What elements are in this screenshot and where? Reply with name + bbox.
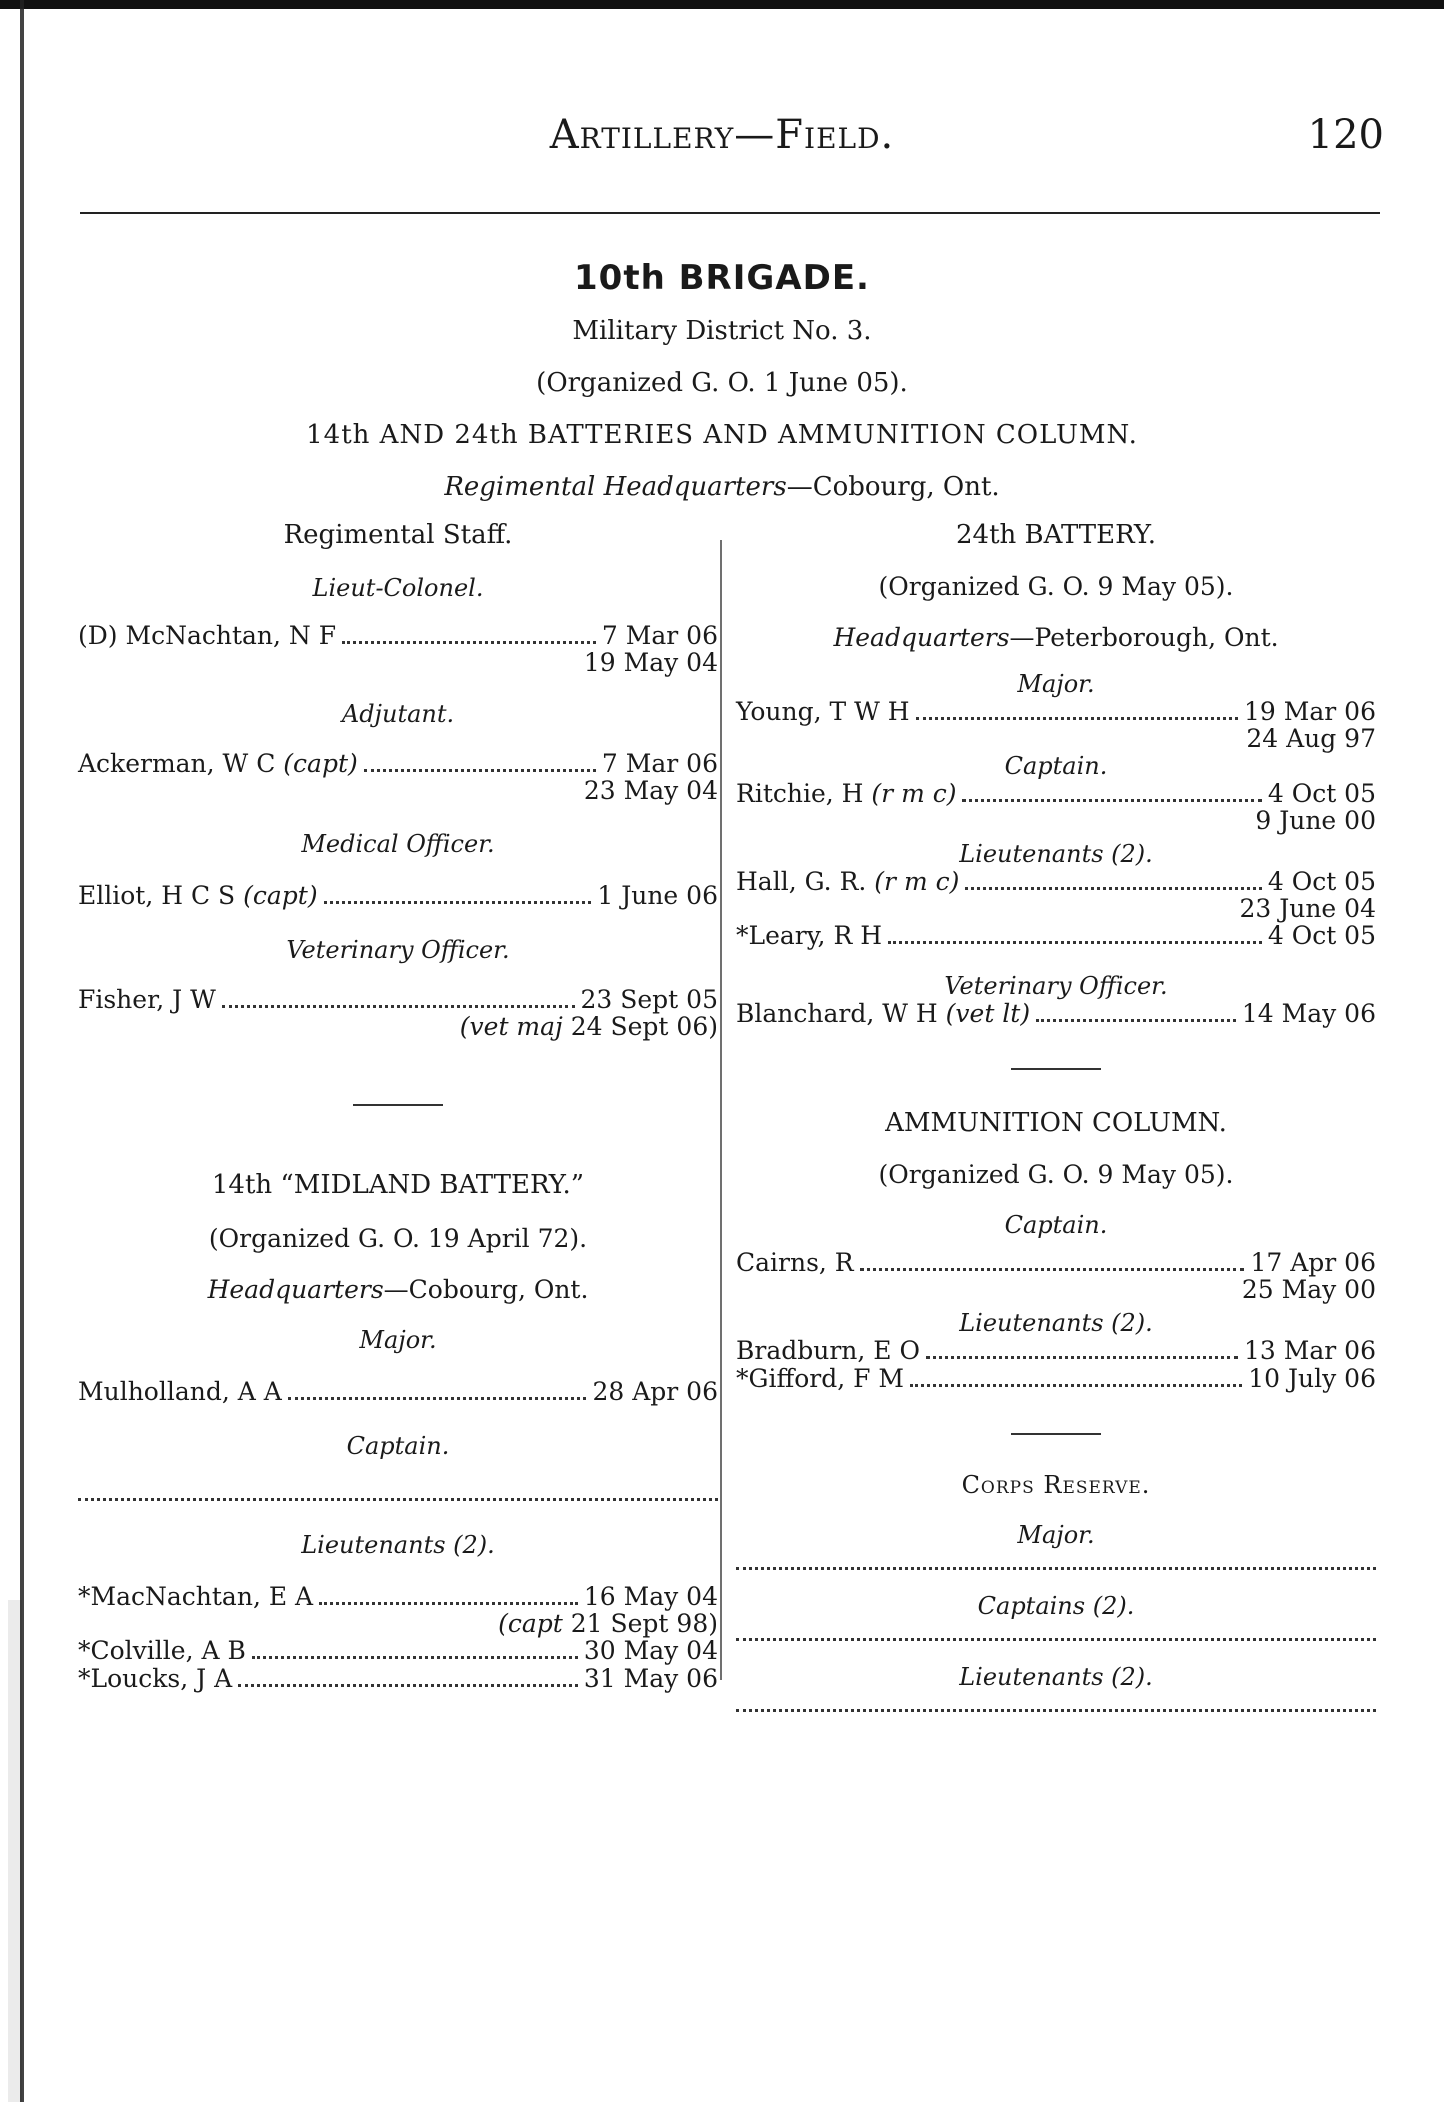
rank-captain: Captain. bbox=[1004, 1211, 1108, 1239]
entry-subdate bbox=[78, 1611, 718, 1637]
entry-date: 4 Oct 05 bbox=[1267, 867, 1376, 896]
leader-dots bbox=[926, 1356, 1238, 1359]
entry-name: Mulholland, A A bbox=[78, 1377, 282, 1406]
leader-dots bbox=[238, 1684, 578, 1687]
entry-subdate: 24 Aug 97 bbox=[1246, 724, 1376, 753]
battery-24-organized: (Organized G. O. 9 May 05). bbox=[878, 572, 1234, 601]
midland-organized: (Organized G. O. 19 April 72). bbox=[208, 1224, 588, 1253]
rank-captain: Captain. bbox=[1004, 752, 1108, 780]
leader-dots bbox=[288, 1397, 587, 1400]
leader-dots bbox=[252, 1656, 578, 1659]
entry-name: *MacNachtan, E A bbox=[78, 1582, 314, 1611]
leader-dots bbox=[888, 941, 1262, 944]
entry-lieut-colonel bbox=[78, 622, 718, 650]
entry-ammunition-captain bbox=[736, 1249, 1376, 1277]
entry-name: *Colville, A B bbox=[78, 1636, 246, 1665]
entry-date: 31 May 06 bbox=[583, 1664, 718, 1693]
leader-dots bbox=[965, 887, 1261, 890]
brigade-district: Military District No. 3. bbox=[572, 316, 872, 346]
entry-name bbox=[736, 1000, 1030, 1028]
entry-sub-date: 24 Sept 06) bbox=[570, 1012, 718, 1041]
entry-name-text: Elliot, H C S bbox=[78, 881, 236, 910]
entry-name: Cairns, R bbox=[736, 1248, 854, 1277]
brigade-organized: (Organized G. O. 1 June 05). bbox=[536, 368, 908, 398]
entry-adjutant bbox=[78, 750, 718, 778]
leader-dots bbox=[319, 1602, 578, 1605]
entry-subdate: 23 May 04 bbox=[583, 776, 718, 805]
ammunition-column-title: AMMUNITION COLUMN. bbox=[885, 1108, 1227, 1138]
entry-sub-date: 21 Sept 98) bbox=[570, 1609, 718, 1638]
left-column bbox=[78, 520, 718, 1693]
brigade-title: 10th BRIGADE. bbox=[574, 258, 870, 298]
battery-24-headquarters bbox=[736, 623, 1376, 652]
entry-date: 19 Mar 06 bbox=[1244, 697, 1376, 726]
entry-midland-lieutenant bbox=[78, 1637, 718, 1665]
entry-midland-major bbox=[78, 1378, 718, 1406]
entry-ammunition-lieutenant bbox=[736, 1365, 1376, 1393]
entry-date: 23 Sept 05 bbox=[580, 985, 718, 1014]
entry-note: (r m c) bbox=[871, 779, 957, 808]
entry-battery-24-vet bbox=[736, 1000, 1376, 1028]
entry-name: *Gifford, F M bbox=[736, 1364, 905, 1393]
battery-24-hq-label: Headquarters bbox=[833, 623, 1010, 652]
entry-date: 14 May 06 bbox=[1241, 999, 1376, 1028]
entry-battery-24-lieutenant bbox=[736, 922, 1376, 950]
vacant-major-line bbox=[736, 1567, 1376, 1570]
section-rule bbox=[1011, 1068, 1101, 1070]
entry-date: 4 Oct 05 bbox=[1267, 779, 1376, 808]
regimental-headquarters bbox=[0, 472, 1444, 502]
entry-name bbox=[78, 750, 358, 778]
section-rule bbox=[1011, 1433, 1101, 1435]
running-title: Artillery—Field. bbox=[549, 112, 895, 158]
battery-24-hq-place: —Peterborough, Ont. bbox=[1009, 623, 1279, 652]
page-number: 120 bbox=[1307, 112, 1384, 158]
header-rule bbox=[80, 212, 1380, 214]
entry-veterinary-officer bbox=[78, 986, 718, 1014]
entry-medical-officer bbox=[78, 882, 718, 910]
rank-lieutenants: Lieutenants (2). bbox=[959, 1309, 1153, 1337]
entry-midland-lieutenant bbox=[78, 1583, 718, 1611]
entry-name bbox=[736, 780, 956, 808]
rank-lieut-colonel: Lieut-Colonel. bbox=[312, 574, 484, 602]
entry-name-text: Ritchie, H bbox=[736, 779, 864, 808]
entry-battery-24-major bbox=[736, 698, 1376, 726]
rank-major: Major. bbox=[1017, 1521, 1095, 1549]
entry-ammunition-lieutenant bbox=[736, 1337, 1376, 1365]
entry-date: 4 Oct 05 bbox=[1267, 921, 1376, 950]
brigade-batteries: 14th AND 24th BATTERIES AND AMMUNITION COLUMN. bbox=[306, 420, 1138, 450]
regimental-staff-title: Regimental Staff. bbox=[283, 520, 513, 550]
entry-name: (D) McNachtan, N F bbox=[78, 621, 337, 650]
rank-captains: Captains (2). bbox=[977, 1592, 1135, 1620]
page-top-edge bbox=[0, 0, 1444, 9]
section-rule bbox=[353, 1104, 443, 1106]
entry-date: 13 Mar 06 bbox=[1244, 1336, 1376, 1365]
midland-battery-title: 14th “MIDLAND BATTERY.” bbox=[211, 1170, 585, 1200]
entry-battery-24-lieutenant bbox=[736, 868, 1376, 896]
entry-sub-note: (capt bbox=[498, 1609, 563, 1638]
entry-subdate: 19 May 04 bbox=[583, 648, 718, 677]
entry-date: 28 Apr 06 bbox=[592, 1377, 718, 1406]
right-column bbox=[736, 520, 1376, 1712]
midland-hq-label: Headquarters bbox=[207, 1275, 384, 1304]
scan-shadow bbox=[8, 1600, 22, 2102]
rank-major: Major. bbox=[1017, 670, 1095, 698]
leader-dots bbox=[222, 1005, 575, 1008]
entry-name: *Leary, R H bbox=[736, 921, 883, 950]
entry-date: 17 Apr 06 bbox=[1250, 1248, 1376, 1277]
entry-subdate: 25 May 00 bbox=[1241, 1275, 1376, 1304]
entry-note: (capt) bbox=[243, 881, 318, 910]
corps-reserve-title: Corps Reserve. bbox=[961, 1471, 1151, 1499]
leader-dots bbox=[342, 641, 596, 644]
leader-dots bbox=[910, 1384, 1242, 1387]
column-divider bbox=[720, 540, 722, 1680]
rank-captain: Captain. bbox=[346, 1432, 450, 1460]
rhq-label: Regimental Headquarters bbox=[444, 472, 787, 502]
entry-name: Fisher, J W bbox=[78, 985, 216, 1014]
rhq-place: —Cobourg, Ont. bbox=[786, 472, 1000, 502]
entry-name-text: Blanchard, W H bbox=[736, 999, 938, 1028]
entry-note: (r m c) bbox=[874, 867, 960, 896]
rank-lieutenants: Lieutenants (2). bbox=[959, 1663, 1153, 1691]
entry-name bbox=[736, 868, 959, 896]
entry-subdate bbox=[78, 1014, 718, 1040]
entry-date: 10 July 06 bbox=[1248, 1364, 1376, 1393]
vacant-lieutenants-line bbox=[736, 1709, 1376, 1712]
ammunition-organized: (Organized G. O. 9 May 05). bbox=[878, 1160, 1234, 1189]
leader-dots bbox=[324, 901, 592, 904]
entry-subdate: 23 June 04 bbox=[1239, 894, 1376, 923]
rank-lieutenants: Lieutenants (2). bbox=[301, 1531, 495, 1559]
rank-major: Major. bbox=[359, 1326, 437, 1354]
rank-lieutenants: Lieutenants (2). bbox=[959, 840, 1153, 868]
entry-name bbox=[78, 882, 318, 910]
entry-note: (vet lt) bbox=[945, 999, 1031, 1028]
entry-subdate: 9 June 00 bbox=[1255, 806, 1376, 835]
entry-name: Bradburn, E O bbox=[736, 1336, 920, 1365]
entry-date: 1 June 06 bbox=[597, 881, 718, 910]
entry-name: *Loucks, J A bbox=[78, 1664, 233, 1693]
midland-headquarters bbox=[78, 1275, 718, 1304]
entry-date: 7 Mar 06 bbox=[601, 749, 718, 778]
entry-name-text: Ackerman, W C bbox=[78, 749, 276, 778]
leader-dots bbox=[916, 717, 1238, 720]
leader-dots bbox=[1036, 1019, 1236, 1022]
rank-adjutant: Adjutant. bbox=[341, 700, 455, 728]
entry-midland-lieutenant bbox=[78, 1665, 718, 1693]
leader-dots bbox=[364, 769, 596, 772]
entry-note: (capt) bbox=[283, 749, 358, 778]
rank-veterinary-officer: Veterinary Officer. bbox=[286, 936, 510, 964]
entry-date: 16 May 04 bbox=[583, 1582, 718, 1611]
midland-hq-place: —Cobourg, Ont. bbox=[383, 1275, 589, 1304]
rank-medical-officer: Medical Officer. bbox=[301, 830, 495, 858]
entry-date: 7 Mar 06 bbox=[601, 621, 718, 650]
entry-date: 30 May 04 bbox=[583, 1636, 718, 1665]
rank-veterinary-officer: Veterinary Officer. bbox=[944, 972, 1168, 1000]
entry-name: Young, T W H bbox=[736, 697, 910, 726]
entry-sub-note: (vet maj bbox=[459, 1012, 563, 1041]
leader-dots bbox=[962, 799, 1261, 802]
entry-battery-24-captain bbox=[736, 780, 1376, 808]
leader-dots bbox=[860, 1268, 1245, 1271]
vacant-captain-line bbox=[78, 1498, 718, 1501]
battery-24-title: 24th BATTERY. bbox=[955, 520, 1156, 550]
vacant-captains-line bbox=[736, 1638, 1376, 1641]
entry-name-text: Hall, G. R. bbox=[736, 867, 867, 896]
